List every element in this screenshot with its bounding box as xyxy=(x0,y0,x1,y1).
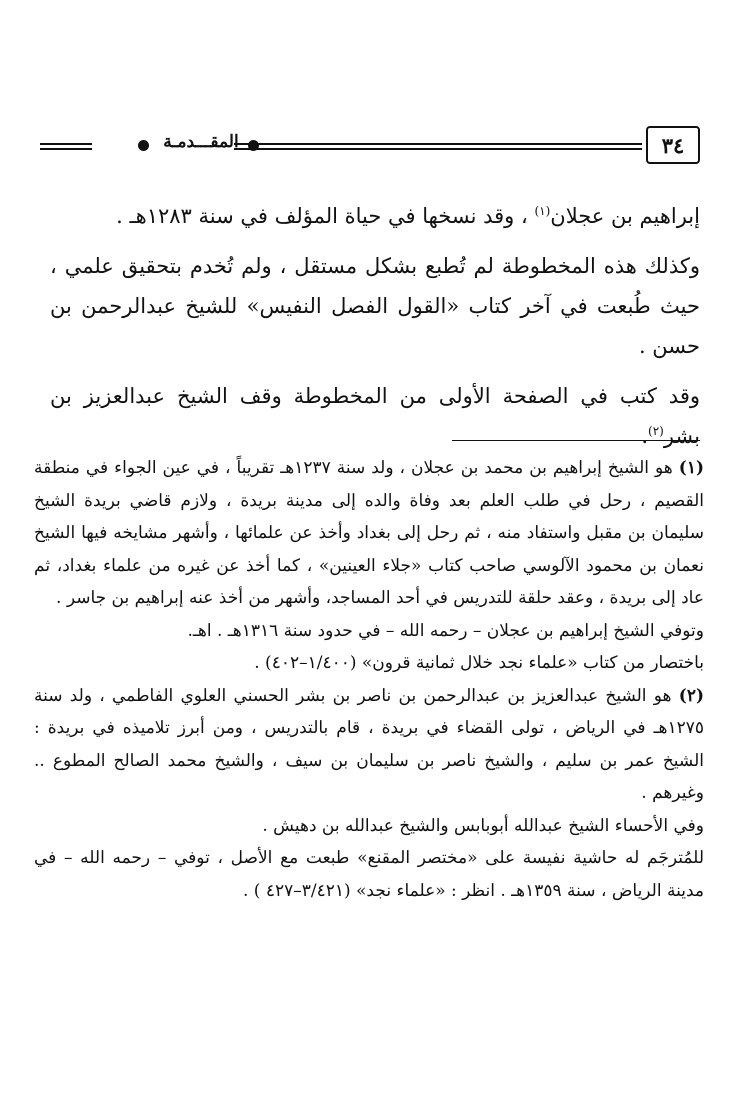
footnotes xyxy=(34,452,704,907)
paragraph-3-end: . xyxy=(641,424,648,448)
paragraph-3 xyxy=(50,376,700,456)
footnote-1-text: هو الشيخ إبراهيم بن محمد بن عجلان ، ولد سنة ١٢٣٧هـ تقريباً ، في عين الجواء في منطقة القصيم ، رحل في طلب العلم بعد وفاة والده إلى مدينة بريدة ، ولازم قاضي بريدة الشيخ سليمان بن مقبل واستفاد منه ، ثم رحل إلى بغداد وأخذ عن علمائها ، وأشهر مشايخه فيها الشيخ نعمان بن محمود الآلوسي صاحب كتاب «جلاء العينين» ، كما أخذ عن غيره من علماء بغداد، ثم عاد إلى بريدة ، وعقد حلقة للتدريس في أحد المساجد، وأشهر من أخذ عنه إبراهيم بن جاسر . xyxy=(34,458,704,608)
page-header xyxy=(40,126,700,166)
paragraph-2: وكذلك هذه المخطوطة لم تُطبع بشكل مستقل ، ولم تُخدم بتحقيق علمي ، حيث طُبعت في آخر كتاب «القول الفصل النفيس» للشيخ عبدالرحمن بن حسن . xyxy=(50,254,700,358)
header-rule-long xyxy=(234,143,642,150)
paragraph-1-text: إبراهيم بن عجلان xyxy=(550,204,700,228)
paragraph-1 xyxy=(50,196,700,236)
section-title: المقـــدمـة xyxy=(163,132,239,152)
footnote-2-text: هو الشيخ عبدالعزيز بن عبدالرحمن بن ناصر بن بشر الحسني العلوي الفاطمي ، ولد سنة ١٢٧٥هـ في الرياض ، تولى القضاء في بريدة ، قام بالتدريس ، ومن أبرز تلاميذه في بريدة : الشيخ عمر بن سليم ، والشيخ ناصر بن سليمان بن سيف ، والشيخ محمد الصالح المطوع .. وغيرهم . xyxy=(34,685,704,803)
footnote-ref-2: (٢) xyxy=(648,424,664,438)
header-rule-short xyxy=(40,143,92,150)
footnote-1-number: (١) xyxy=(678,458,705,478)
footnote-2-work: للمُترجَم له حاشية نفيسة على «مختصر المقنع» طبعت مع الأصل ، توفي – رحمه الله – في مدينة الرياض ، سنة ١٣٥٩هـ . انظر : «علماء نجد» (٣/٤٢١–٤٢٧ ) . xyxy=(34,848,704,901)
footnote-separator xyxy=(452,440,700,441)
page-number-box xyxy=(646,126,700,164)
footnote-2-number: (٢) xyxy=(678,685,704,706)
paragraph-3-text: وقد كتب في الصفحة الأولى من المخطوطة وقف الشيخ عبدالعزيز بن بشر xyxy=(50,384,700,448)
header-bullet-left xyxy=(138,140,149,151)
footnote-1 xyxy=(34,452,704,615)
footnote-2 xyxy=(34,680,704,810)
footnote-1-source: باختصار من كتاب «علماء نجد خلال ثمانية قرون» (١/٤٠٠–٤٠٢) . xyxy=(254,653,704,673)
footnote-2-ahsa: وفي الأحساء الشيخ عبدالله أبوبابس والشيخ عبدالله بن دهيش . xyxy=(262,815,704,836)
footnote-1-death: وتوفي الشيخ إبراهيم بن عجلان – رحمه الله – في حدود سنة ١٣١٦هـ . اهـ. xyxy=(187,620,704,641)
page-number: ٣٤ xyxy=(661,132,685,158)
header-bullet-right xyxy=(248,140,259,151)
main-text xyxy=(50,196,700,466)
paragraph-1-rest: ، وقد نسخها في حياة المؤلف في سنة ١٢٨٣هـ . xyxy=(116,204,535,228)
footnote-ref-1: (١) xyxy=(534,204,551,218)
